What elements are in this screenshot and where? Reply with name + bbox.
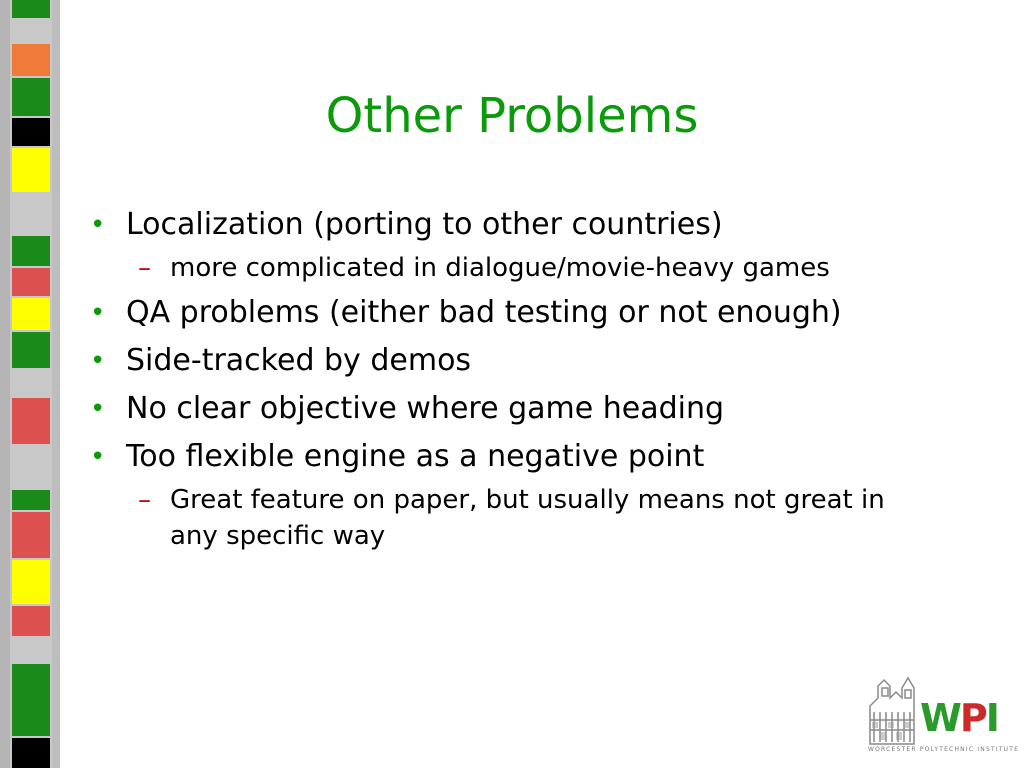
bullet-icon: • [90,346,106,376]
bullet-text: No clear objective where game heading [126,391,725,426]
bullet-icon: • [90,298,106,328]
strip-block [12,148,50,192]
slide-title: Other Problems [325,88,699,144]
strip-block [12,560,50,604]
dash-icon: – [138,253,151,283]
bullet-item [88,392,968,426]
decorative-color-strip [0,0,60,768]
strip-block [12,298,50,330]
dash-icon: – [138,485,151,515]
strip-block [12,0,50,18]
strip-block [12,738,50,768]
bullet-text: Too flexible engine as a negative point [126,439,705,474]
sub-bullet-item [88,250,930,286]
strip-block [12,512,50,558]
bullet-text: Side-tracked by demos [126,343,472,378]
strip-block [12,490,50,510]
bullet-item [88,440,968,474]
strip-block [12,268,50,296]
strip-block [12,606,50,636]
wpi-logo [866,672,1020,758]
bullet-item [88,208,968,242]
bullet-item [88,344,968,378]
strip-block [12,664,50,736]
bullet-item [88,296,968,330]
building-icon [866,672,922,746]
bullet-text: QA problems (either bad testing or not enough) [126,295,842,330]
strip-block [12,118,50,146]
bullet-text: Localization (porting to other countries) [126,207,723,242]
strip-block [12,398,50,444]
bullet-list [88,208,968,564]
sub-bullet-item [88,482,930,554]
bullet-icon: • [90,210,106,240]
sub-bullet-text: more complicated in dialogue/movie-heavy games [170,253,830,283]
sub-bullet-text: Great feature on paper, but usually means not great in any specific way [170,485,885,551]
bullet-icon: • [90,442,106,472]
strip-block [12,44,50,76]
institute-name: WORCESTER POLYTECHNIC INSTITUTE [868,746,1020,753]
strip-block [12,332,50,368]
strip-block [12,236,50,266]
strip-block [12,78,50,116]
bullet-icon: • [90,394,106,424]
wpi-wordmark: WPI [920,696,998,740]
